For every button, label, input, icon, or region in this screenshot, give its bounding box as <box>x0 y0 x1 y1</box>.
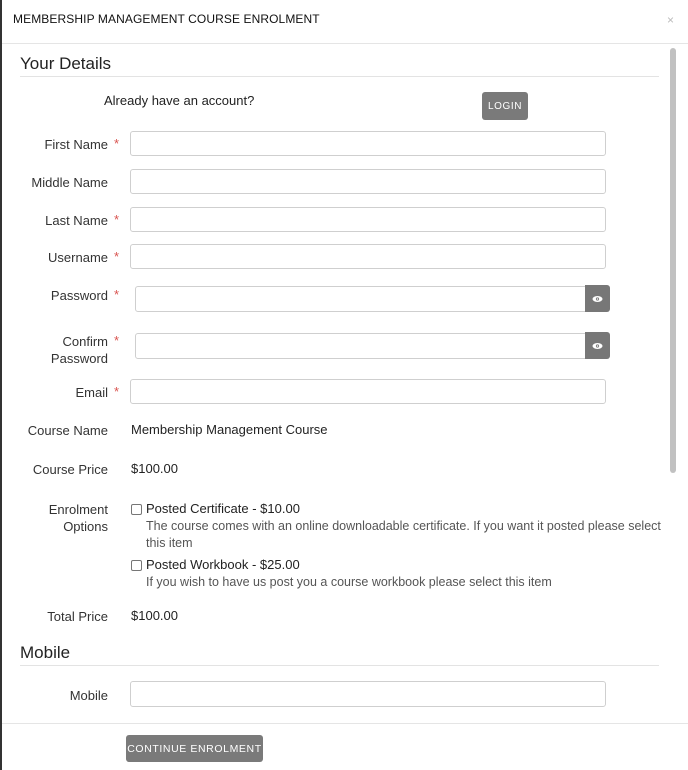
modal-footer <box>2 723 688 770</box>
middle-name-label: Middle Name <box>31 175 108 190</box>
confirm-password-label-line1: Confirm <box>62 334 108 349</box>
first-name-input[interactable] <box>130 131 606 156</box>
enrolment-modal <box>2 0 688 770</box>
username-input[interactable] <box>130 244 606 269</box>
confirm-password-input[interactable] <box>135 333 586 359</box>
required-marker: * <box>114 249 120 264</box>
required-marker: * <box>114 136 120 151</box>
posted-workbook-label: Posted Workbook - $25.00 <box>146 557 300 572</box>
password-input[interactable] <box>135 286 586 312</box>
required-marker: * <box>114 212 120 227</box>
last-name-label: Last Name <box>45 213 108 228</box>
modal-header <box>2 0 688 44</box>
total-price-label: Total Price <box>47 609 108 624</box>
email-label: Email <box>75 385 108 400</box>
email-input[interactable] <box>130 379 606 404</box>
last-name-input[interactable] <box>130 207 606 232</box>
posted-certificate-description-line2: this item <box>146 536 193 550</box>
first-name-label: First Name <box>44 137 108 152</box>
username-label: Username <box>48 250 108 265</box>
login-button[interactable]: LOGIN <box>482 92 528 120</box>
posted-certificate-label: Posted Certificate - $10.00 <box>146 501 300 516</box>
modal-title: MEMBERSHIP MANAGEMENT COURSE ENROLMENT <box>13 12 320 26</box>
required-marker: * <box>114 333 120 348</box>
confirm-password-label-line2: Password <box>50 351 108 366</box>
password-toggle-button[interactable] <box>585 285 610 312</box>
course-price-label: Course Price <box>32 462 108 477</box>
course-name-value: Membership Management Course <box>131 422 328 437</box>
scrollbar-thumb[interactable] <box>670 48 676 473</box>
posted-workbook-checkbox[interactable] <box>131 560 142 571</box>
password-label: Password <box>50 288 108 303</box>
required-marker: * <box>114 384 120 399</box>
posted-certificate-description-line1: The course comes with an online downloadable certificate. If you want it posted please select <box>146 519 661 533</box>
confirm-password-label <box>2 333 108 367</box>
course-price-value: $100.00 <box>131 461 178 476</box>
middle-name-input[interactable] <box>130 169 606 194</box>
posted-certificate-description <box>146 518 666 552</box>
eye-icon <box>592 342 603 350</box>
enrolment-options-label <box>2 501 108 535</box>
total-price-value: $100.00 <box>131 608 178 623</box>
mobile-label: Mobile <box>69 688 108 703</box>
section-divider <box>20 665 659 666</box>
section-title-details: Your Details <box>20 54 112 73</box>
continue-enrolment-button[interactable]: CONTINUE ENROLMENT <box>126 735 263 762</box>
eye-icon <box>592 295 603 303</box>
close-icon[interactable]: × <box>666 13 674 27</box>
section-title-mobile: Mobile <box>20 643 71 662</box>
course-name-label: Course Name <box>27 423 108 438</box>
posted-workbook-description: If you wish to have us post you a course workbook please select this item <box>146 575 552 589</box>
confirm-password-toggle-button[interactable] <box>585 332 610 359</box>
section-divider <box>20 76 659 77</box>
modal-body[interactable] <box>2 45 688 723</box>
enrolment-options-label-line1: Enrolment <box>48 502 108 517</box>
posted-certificate-checkbox[interactable] <box>131 504 142 515</box>
account-prompt: Already have an account? <box>104 93 255 108</box>
mobile-input[interactable] <box>130 681 606 707</box>
required-marker: * <box>114 287 120 302</box>
enrolment-options-label-line2: Options <box>63 519 108 534</box>
